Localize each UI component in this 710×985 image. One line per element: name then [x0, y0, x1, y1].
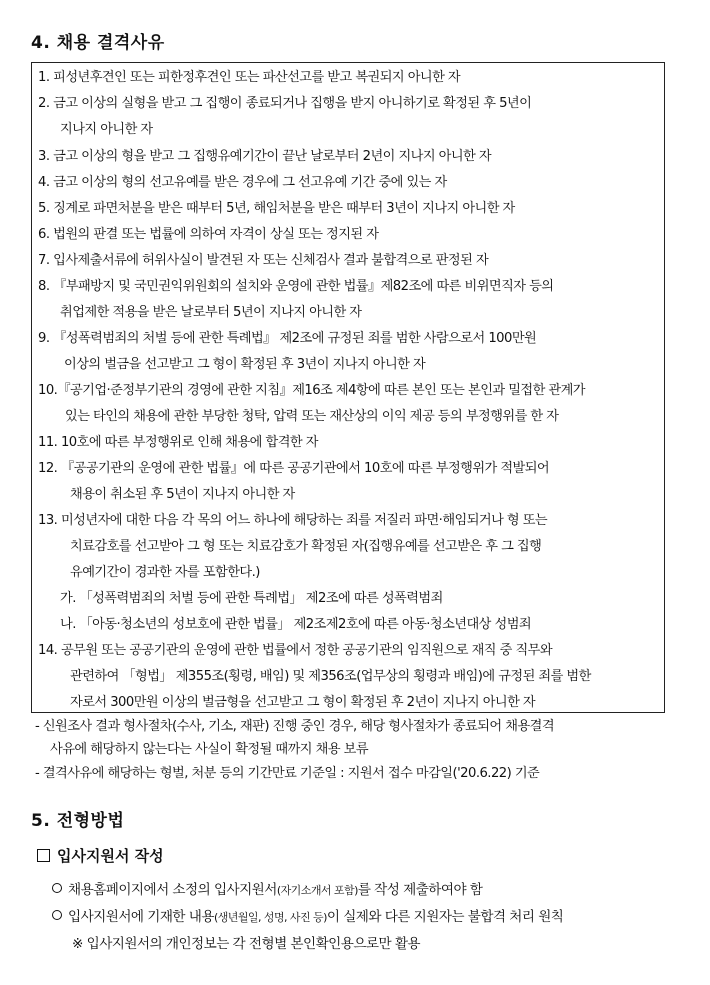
subheading	[37, 845, 164, 866]
item-line: 채용이 취소된 후 5년이 지나지 아니한 자	[70, 487, 295, 502]
bullet-small-text: (생년월일, 성명, 사진 등)	[213, 911, 327, 924]
circle-bullet-icon	[52, 910, 62, 920]
item-line: 12. 『공공기관의 운영에 관한 법률』에 따른 공공기관에서 10호에 따른 부정행위가 적발되어	[38, 461, 550, 476]
bullet-item	[52, 881, 482, 900]
checkbox-square-icon	[37, 849, 50, 862]
item-line: 2. 금고 이상의 실형을 받고 그 집행이 종료되거나 집행을 받지 아니하기로 확정된 후 5년이	[38, 96, 532, 111]
section-5-title: 5. 전형방법	[31, 811, 125, 831]
bullet-text: 채용홈페이지에서 소정의 입사지원서	[68, 882, 277, 898]
item-line: 5. 징계로 파면처분을 받은 때부터 5년, 해임처분을 받은 때부터 3년이 지나지 아니한 자	[38, 201, 515, 216]
item-line: 8. 『부패방지 및 국민권익위원회의 설치와 운영에 관한 법률』제82조에 따른 비위면직자 등의	[38, 279, 554, 294]
item-line: 자로서 300만원 이상의 벌금형을 선고받고 그 형이 확정된 후 2년이 지나지 아니한 자	[70, 695, 536, 710]
item-line: 9. 『성폭력범죄의 처벌 등에 관한 특례법』 제2조에 규정된 죄를 범한 사람으로서 100만원	[38, 331, 537, 346]
item-line: 관련하여 「형법」 제355조(횡령, 배임) 및 제356조(업무상의 횡령과 배임)에 규정된 죄를 범한	[70, 669, 591, 684]
item-line: 10.『공기업·준정부기관의 경영에 관한 지침』제16조 제4항에 따른 본인 또는 본인과 밀접한 관계가	[38, 383, 585, 398]
bullet-text: 입사지원서에 기재한 내용	[68, 909, 214, 925]
bullet-text: 를 작성 제출하여야 함	[357, 882, 483, 898]
item-line: 3. 금고 이상의 형을 받고 그 집행유예기간이 끝난 날로부터 2년이 지나지 아니한 자	[38, 149, 492, 164]
item-line: 가. 「성폭력범죄의 처벌 등에 관한 특례법」 제2조에 따른 성폭력범죄	[60, 591, 443, 606]
section-4-title: 4. 채용 결격사유	[31, 33, 165, 53]
subheading-label: 입사지원서 작성	[57, 847, 164, 865]
item-line: 11. 10호에 따른 부정행위로 인해 채용에 합격한 자	[38, 435, 318, 450]
item-line: 이상의 벌금을 선고받고 그 형이 확정된 후 3년이 지나지 아니한 자	[64, 357, 426, 372]
bullet-item	[52, 908, 563, 927]
item-line: 1. 피성년후견인 또는 피한정후견인 또는 파산선고를 받고 복권되지 아니한 자	[38, 70, 461, 85]
item-line: 치료감호를 선고받아 그 형 또는 치료감호가 확정된 자(집행유예를 선고받은 후 그 집행	[70, 539, 542, 554]
item-line: 4. 금고 이상의 형의 선고유예를 받은 경우에 그 선고유예 기간 중에 있는 자	[38, 175, 447, 190]
item-line: 6. 법원의 판결 또는 법률에 의하여 자격이 상실 또는 정지된 자	[38, 227, 379, 242]
item-line: 13. 미성년자에 대한 다음 각 목의 어느 하나에 해당하는 죄를 저질러 파면·해임되거나 형 또는	[38, 513, 548, 528]
note-line: - 신원조사 결과 형사절차(수사, 기소, 재판) 진행 중인 경우, 해당 형사절차가 종료되어 채용결격	[35, 719, 555, 734]
item-line: 나. 「아동·청소년의 성보호에 관한 법률」 제2조제2호에 따른 아동·청소년대상 성범죄	[60, 617, 532, 632]
note-line: ※ 입사지원서의 개인정보는 각 전형별 본인확인용으로만 활용	[72, 936, 421, 952]
item-line: 14. 공무원 또는 공공기관의 운영에 관한 법률에서 정한 공공기관의 임직원으로 재직 중 직무와	[38, 643, 553, 658]
disqualification-box	[31, 62, 665, 713]
item-line: 유예기간이 경과한 자를 포함한다.)	[70, 565, 260, 580]
bullet-text: 이 실제와 다른 지원자는 불합격 처리 원칙	[326, 909, 564, 925]
item-line: 7. 입사제출서류에 허위사실이 발견된 자 또는 신체검사 결과 불합격으로 판정된 자	[38, 253, 489, 268]
note-line: - 결격사유에 해당하는 형벌, 처분 등의 기간만료 기준일 : 지원서 접수 마감일('20.6.22) 기준	[35, 766, 540, 781]
item-line: 취업제한 적용을 받은 날로부터 5년이 지나지 아니한 자	[60, 305, 362, 320]
circle-bullet-icon	[52, 883, 62, 893]
bullet-small-text: (자기소개서 포함)	[276, 884, 358, 897]
item-line: 있는 타인의 채용에 관한 부당한 청탁, 압력 또는 재산상의 이익 제공 등의 부정행위를 한 자	[65, 409, 559, 424]
item-line: 지나지 아니한 자	[60, 122, 153, 137]
note-line: 사유에 해당하지 않는다는 사실이 확정될 때까지 채용 보류	[50, 742, 369, 757]
